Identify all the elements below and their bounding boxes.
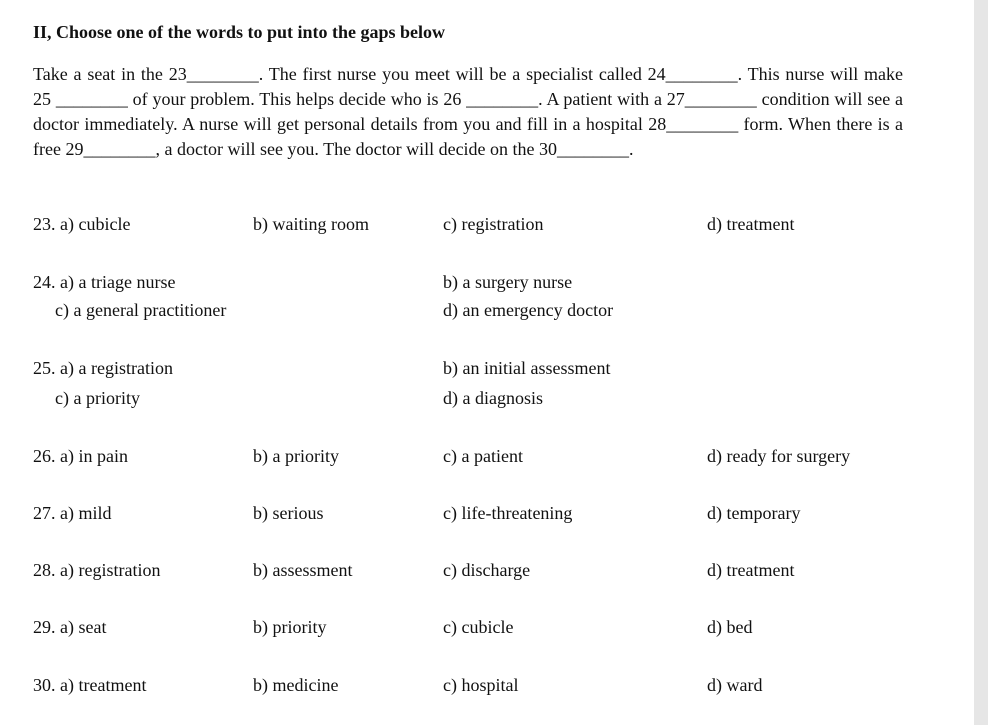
gap-27: 27________: [666, 89, 757, 109]
option-24a: 24. a) a triage nurse: [33, 272, 176, 292]
option-26b: b) a priority: [253, 446, 339, 466]
gap-26: 26 ________: [443, 89, 539, 109]
passage-text: . A patient with a: [538, 89, 667, 109]
option-25b: b) an initial assessment: [443, 358, 611, 378]
gap-25: 25 ________: [33, 89, 128, 109]
option-28c: c) discharge: [443, 560, 531, 580]
passage-text: condition will see a doctor immediately. A nurse will get personal details from you and fill in a hospital: [33, 89, 904, 134]
option-27a: 27. a) mild: [33, 503, 112, 523]
option-24d: d) an emergency doctor: [443, 300, 614, 320]
option-23b: b) waiting room: [253, 214, 369, 234]
passage-text: . This nurse will make: [737, 64, 903, 84]
option-30a: 30. a) treatment: [33, 675, 147, 695]
option-26d: d) ready for surgery: [707, 446, 851, 466]
option-25c: c) a priority: [55, 388, 140, 408]
option-23d: d) treatment: [707, 214, 795, 234]
option-23c: c) registration: [443, 214, 544, 234]
option-29a: 29. a) seat: [33, 617, 107, 637]
passage-text: of your problem. This helps decide who is: [127, 89, 444, 109]
option-30b: b) medicine: [253, 675, 339, 695]
page-edge: [974, 0, 988, 725]
option-25d: d) a diagnosis: [443, 388, 543, 408]
passage-text: .: [629, 139, 634, 159]
passage-text: , a doctor will see you. The doctor will decide on the: [155, 139, 540, 159]
option-23a: 23. a) cubicle: [33, 214, 131, 234]
option-29b: b) priority: [253, 617, 327, 637]
gap-fill-passage: [33, 62, 903, 162]
gap-23: 23________: [168, 64, 259, 84]
option-26c: c) a patient: [443, 446, 523, 466]
option-27c: c) life-threatening: [443, 503, 573, 523]
exercise-heading: II, Choose one of the words to put into the gaps below: [33, 22, 446, 42]
option-30d: d) ward: [707, 675, 763, 695]
gap-24: 24________: [647, 64, 738, 84]
option-27b: b) serious: [253, 503, 324, 523]
option-25a: 25. a) a registration: [33, 358, 173, 378]
option-28b: b) assessment: [253, 560, 353, 580]
passage-text: Take a seat in the: [33, 64, 169, 84]
gap-28: 28________: [648, 114, 739, 134]
option-30c: c) hospital: [443, 675, 519, 695]
option-26a: 26. a) in pain: [33, 446, 128, 466]
gap-29: 29________: [65, 139, 156, 159]
option-24c: c) a general practitioner: [55, 300, 227, 320]
option-29c: c) cubicle: [443, 617, 514, 637]
option-28d: d) treatment: [707, 560, 795, 580]
option-27d: d) temporary: [707, 503, 801, 523]
option-29d: d) bed: [707, 617, 753, 637]
option-28a: 28. a) registration: [33, 560, 161, 580]
option-24b: b) a surgery nurse: [443, 272, 573, 292]
passage-text: form. When there is a free: [33, 114, 903, 159]
gap-30: 30________: [539, 139, 630, 159]
passage-text: . The first nurse you meet will be a specialist called: [258, 64, 648, 84]
